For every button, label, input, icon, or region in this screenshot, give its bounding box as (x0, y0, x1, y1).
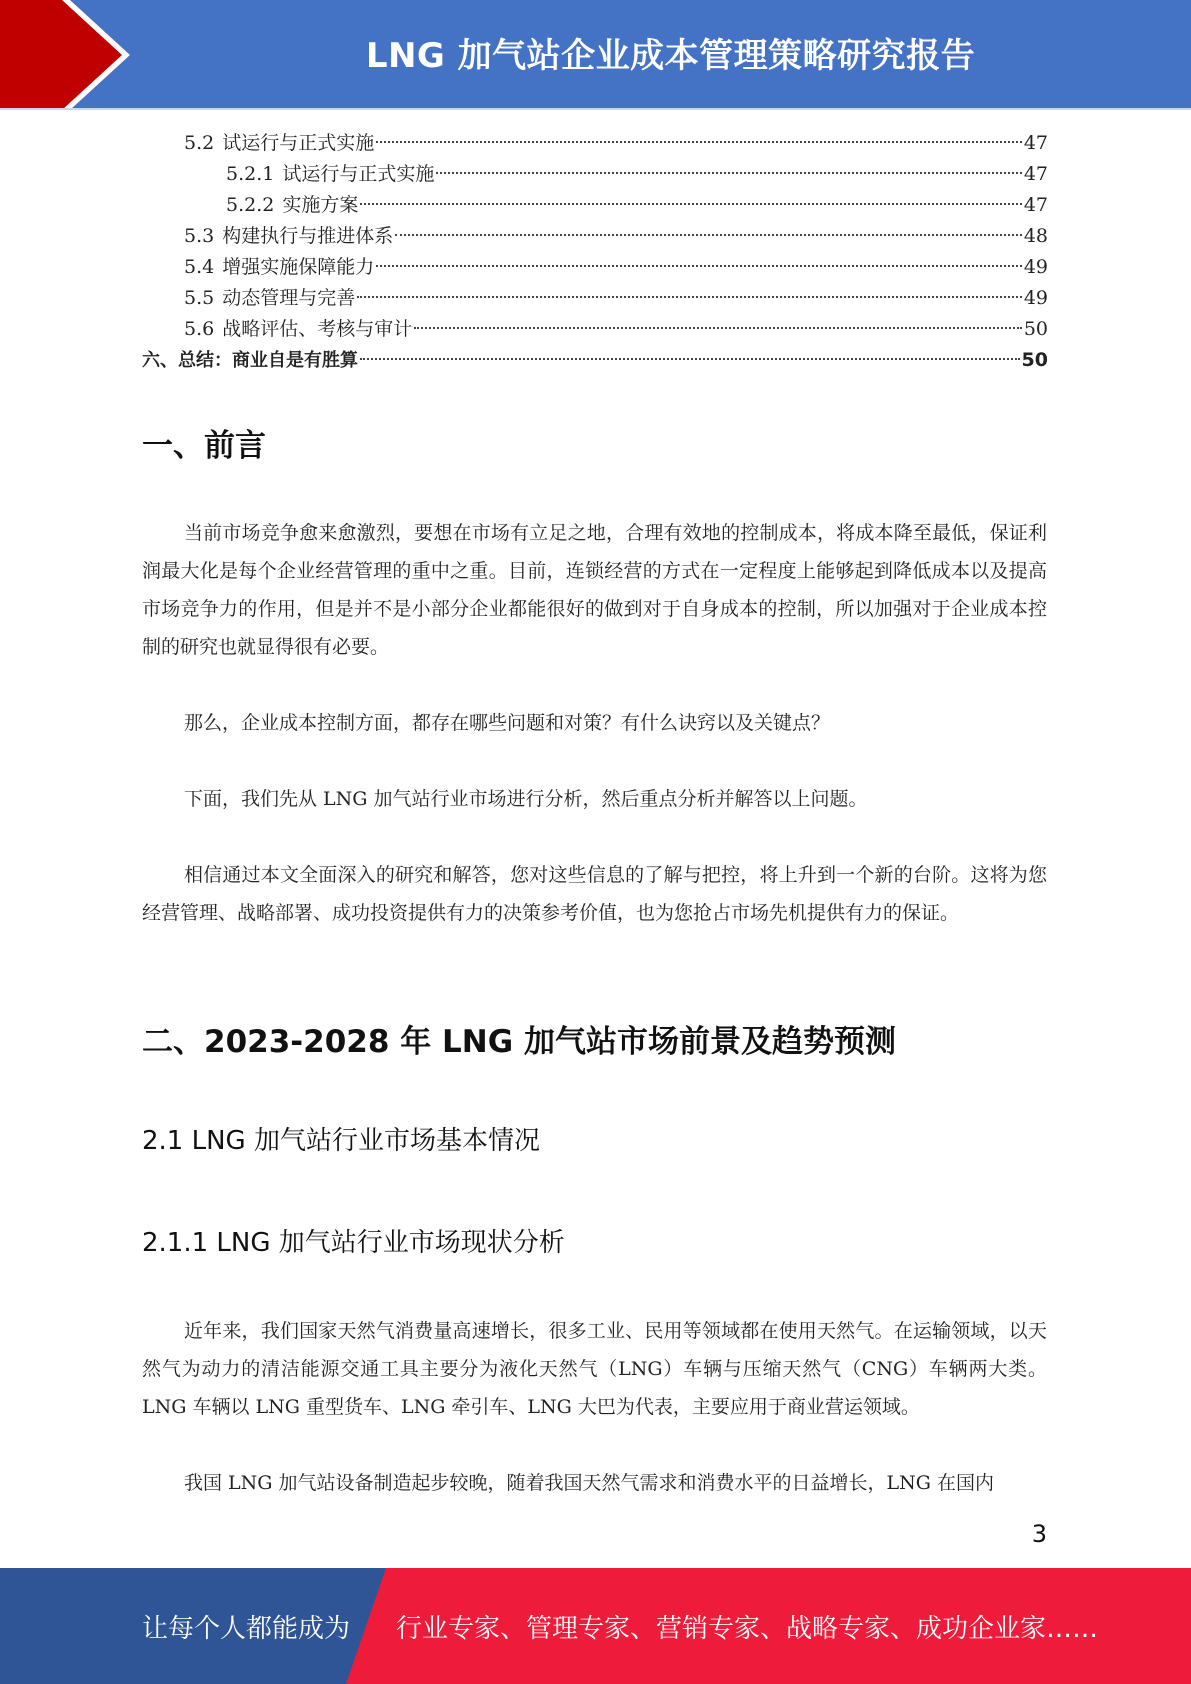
market-status-paragraph-1: 近年来，我们国家天然气消费量高速增长，很多工业、民用等领域都在使用天然气。在运输领域，以天然气为动力的清洁能源交通工具主要分为液化天然气（LNG）车辆与压缩天然气（CNG）车辆两大类。LNG 车辆以 LNG 重型货车、LNG 牵引车、LNG 大巴为代表，主要应用于商业营运领域。 (142, 1320, 1047, 1418)
table-of-contents (142, 128, 1048, 376)
toc-entry-5-2[interactable]: 5.2 试运行与正式实施 47 (184, 132, 1048, 154)
toc-leader-dots (360, 202, 1021, 205)
toc-entry-5-3[interactable]: 5.3 构建执行与推进体系 48 (184, 225, 1048, 247)
section-heading-forecast: 二、2023-2028 年 LNG 加气站市场前景及趋势预测 (142, 1024, 896, 1060)
toc-entry-5-2-2[interactable]: 5.2.2 实施方案 47 (226, 194, 1048, 216)
toc-leader-dots (376, 264, 1022, 267)
subsection-heading-2-1-1: 2.1.1 LNG 加气站行业市场现状分析 (142, 1228, 565, 1258)
toc-leader-dots (360, 357, 1020, 360)
chevron-arrow-icon (0, 0, 160, 110)
toc-leader-dots (414, 326, 1022, 329)
page-footer (0, 1568, 1191, 1684)
toc-entry-5-2-1[interactable]: 5.2.1 试运行与正式实施 47 (226, 163, 1048, 185)
toc-leader-dots (395, 233, 1022, 236)
toc-entry-5-6[interactable]: 5.6 战略评估、考核与审计 50 (184, 318, 1048, 340)
toc-leader-dots (357, 295, 1022, 298)
toc-entry-5-4[interactable]: 5.4 增强实施保障能力 49 (184, 256, 1048, 278)
subsection-heading-2-1: 2.1 LNG 加气站行业市场基本情况 (142, 1126, 540, 1156)
header-divider (0, 108, 1191, 110)
section-heading-preface: 一、前言 (142, 428, 266, 464)
preface-paragraph-3: 下面，我们先从 LNG 加气站行业市场进行分析，然后重点分析并解答以上问题。 (184, 788, 868, 810)
toc-leader-dots (376, 140, 1022, 143)
page-header (0, 0, 1191, 110)
page-number: 3 (1031, 1520, 1047, 1548)
preface-paragraph-1: 当前市场竞争愈来愈激烈，要想在市场有立足之地，合理有效地的控制成本，将成本降至最低，保证利润最大化是每个企业经营管理的重中之重。目前，连锁经营的方式在一定程度上能够起到降低成本以及提高市场竞争力的作用，但是并不是小部分企业都能很好的做到对于自身成本的控制，所以加强对于企业成本控制的研究也就显得很有必要。 (142, 522, 1047, 658)
toc-entry-6[interactable]: 六、总结：商业自是有胜算 50 (142, 349, 1048, 371)
preface-paragraph-2: 那么，企业成本控制方面，都存在哪些问题和对策？有什么诀窍以及关键点？ (184, 712, 831, 734)
toc-leader-dots (436, 171, 1021, 174)
footer-slogan-left: 让每个人都能成为 (142, 1613, 351, 1644)
market-status-paragraph-2: 我国 LNG 加气站设备制造起步较晚，随着我国天然气需求和消费水平的日益增长，LNG 在国内 (184, 1472, 994, 1494)
footer-slogan-right: 行业专家、管理专家、营销专家、战略专家、成功企业家…… (396, 1613, 1099, 1644)
preface-paragraph-4: 相信通过本文全面深入的研究和解答，您对这些信息的了解与把控，将上升到一个新的台阶。这将为您经营管理、战略部署、成功投资提供有力的决策参考价值，也为您抢占市场先机提供有力的保证。 (142, 864, 1047, 924)
toc-entry-5-5[interactable]: 5.5 动态管理与完善 49 (184, 287, 1048, 309)
report-title: LNG 加气站企业成本管理策略研究报告 (365, 35, 976, 76)
